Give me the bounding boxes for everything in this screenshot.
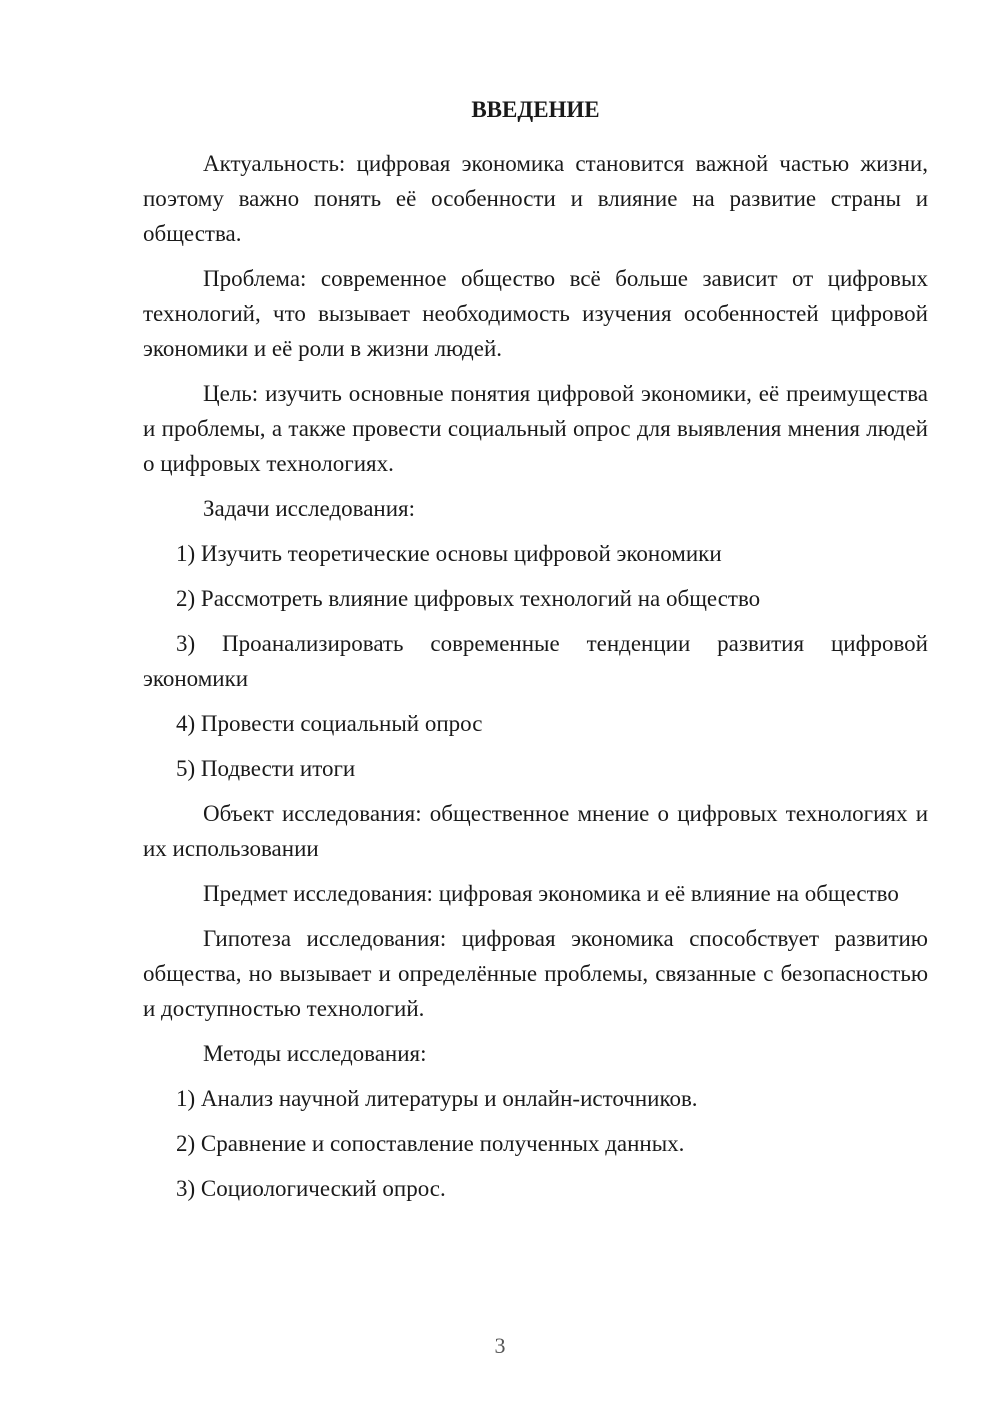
goal-paragraph: Цель: изучить основные понятия цифровой экономики, её преимущества и проблемы, а также провести социальный опрос для выявления мнения людей о цифровых технологиях. (143, 381, 928, 476)
tasks-heading: Задачи исследования: (203, 496, 416, 521)
methods-heading: Методы исследования: (203, 1041, 427, 1066)
hypothesis-paragraph: Гипотеза исследования: цифровая экономика способствует развитию общества, но вызывает и определённые проблемы, связанные с безопасностью и доступностью технологий. (143, 926, 928, 1021)
task-item-4: 4) Провести социальный опрос (176, 711, 483, 736)
method-item-3: 3) Социологический опрос. (176, 1176, 446, 1201)
relevance-paragraph: Актуальность: цифровая экономика становится важной частью жизни, поэтому важно понять её особенности и влияние на развитие страны и общества. (143, 151, 928, 246)
object-paragraph: Объект исследования: общественное мнение о цифровых технологиях и их использовании (143, 801, 928, 861)
task-item-2: 2) Рассмотреть влияние цифровых технологий на общество (176, 586, 761, 611)
method-item-2: 2) Сравнение и сопоставление полученных данных. (176, 1131, 685, 1156)
task-item-3: 3) Проанализировать современные тенденции развития цифровой экономики (143, 631, 928, 691)
problem-paragraph: Проблема: современное общество всё больше зависит от цифровых технологий, что вызывает необходимость изучения особенностей цифровой экономики и её роли в жизни людей. (143, 266, 928, 361)
task-item-5: 5) Подвести итоги (176, 756, 356, 781)
method-item-1: 1) Анализ научной литературы и онлайн-источников. (176, 1086, 698, 1111)
subject-paragraph: Предмет исследования: цифровая экономика и её влияние на общество (203, 881, 899, 906)
document-page (143, 92, 928, 1216)
task-item-1: 1) Изучить теоретические основы цифровой экономики (176, 541, 722, 566)
page-title: ВВЕДЕНИЕ (471, 97, 600, 122)
page-number: 3 (494, 1333, 506, 1358)
